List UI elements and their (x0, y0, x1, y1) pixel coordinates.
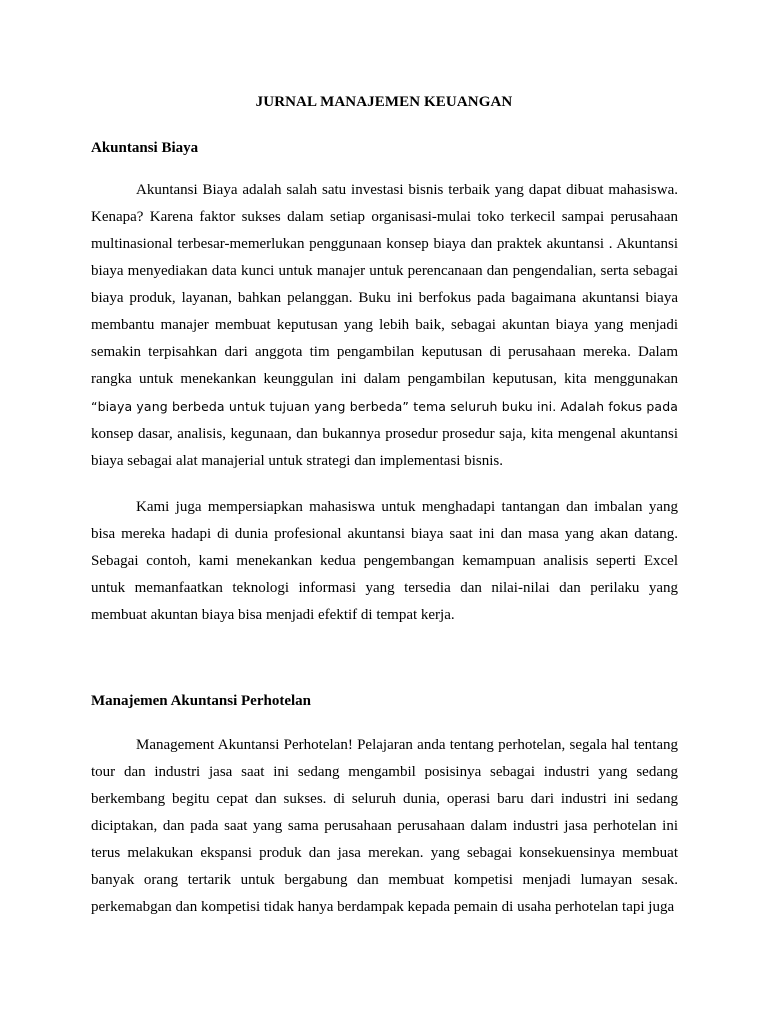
document-title: JURNAL MANAJEMEN KEUANGAN (255, 94, 513, 110)
paragraph-akuntansi-biaya-1 (91, 177, 678, 475)
section-heading-manajemen-akuntansi-perhotelan: Manajemen Akuntansi Perhotelan (91, 693, 312, 709)
paragraph-perhotelan-1: Management Akuntansi Perhotelan! Pelajaran anda tentang perhotelan, segala hal tentang tour dan industri jasa saat ini sedang mengambil posisinya sebagai industri yang sedang berkembang begitu cepat dan sukses. di seluruh dunia, operasi baru dari industri ini sedang diciptakan, dan pada saat yang sama perusahaan perusahaan dalam industri jasa perhotelan ini terus melakukan ekspansi produk dan jasa merekan. yang sebagai konsekuensinya membuat banyak orang tertarik untuk bergabung dan membuat kompetisi menjadi lumayan sesak. perkemabgan dan kompetisi tidak hanya berdampak kepada pemain di usaha perhotelan tapi juga (91, 737, 678, 915)
paragraph-text: konsep dasar, analisis, kegunaan, dan bukannya prosedur prosedur saja, kita mengenal akuntansi biaya sebagai alat manajerial untuk strategi dan implementasi bisnis. (91, 426, 678, 469)
section-heading-akuntansi-biaya: Akuntansi Biaya (91, 140, 199, 156)
quoted-theme-text: “biaya yang berbeda untuk tujuan yang berbeda” tema seluruh buku ini. Adalah fokus pada (91, 399, 678, 414)
paragraph-akuntansi-biaya-2: Kami juga mempersiapkan mahasiswa untuk menghadapi tantangan dan imbalan yang bisa mereka hadapi di dunia profesional akuntansi biaya saat ini dan masa yang akan datang. Sebagai contoh, kami menekankan kedua pengembangan kemampuan analisis seperti Excel untuk memanfaatkan teknologi informasi yang tersedia dan nilai-nilai dan perilaku yang membuat akuntan biaya bisa menjadi efektif di tempat kerja. (91, 499, 678, 623)
paragraph-text: Akuntansi Biaya adalah salah satu investasi bisnis terbaik yang dapat dibuat mahasiswa. Kenapa? Karena faktor sukses dalam setiap organisasi-mulai toko terkecil sampai perusahaan multinasional terbesar-memerlukan penggunaan konsep biaya dan praktek akuntansi . Akuntansi biaya menyediakan data kunci untuk manajer untuk perencanaan dan pengendalian, serta sebagai biaya produk, layanan, bahkan pelanggan. Buku ini berfokus pada bagaimana akuntansi biaya membantu manajer membuat keputusan yang lebih baik, sebagai akuntan biaya yang menjadi semakin terpisahkan dari anggota tim pengambilan keputusan di perusahaan mereka. Dalam rangka untuk menekankan keunggulan ini dalam pengambilan keputusan, kita menggunakan (91, 182, 678, 387)
